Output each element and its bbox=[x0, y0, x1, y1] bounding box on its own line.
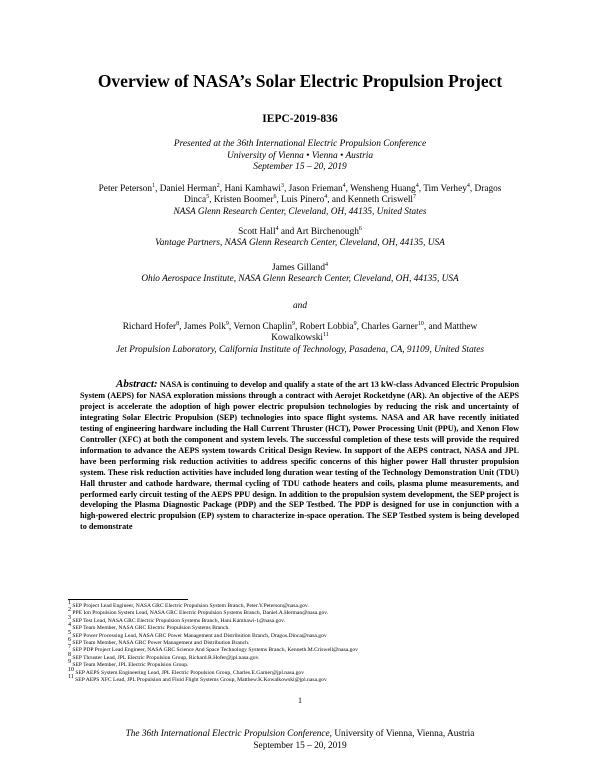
footer-conference-name: The 36th International Electric Propulsion Conference, bbox=[125, 729, 333, 739]
footnote-number: 7 bbox=[68, 644, 71, 651]
page-footer bbox=[40, 729, 560, 752]
author-name: , Vernon Chaplin bbox=[228, 322, 293, 332]
footnote-text: PPE Ion Propulsion System Lead, NASA GRC Electric Propulsion Systems Branch, Daniel.A.Herman@nasa.gov. bbox=[71, 610, 329, 617]
author-name: , and Kenneth Criswell bbox=[327, 195, 413, 206]
affiliation-mark: 4 bbox=[324, 194, 328, 201]
footnote-text: SEP PDP Project Lead Engineer, NASA GRC Science And Space Technology Systems Branch, Kenneth.M.Criswell@nasa.gov bbox=[71, 647, 358, 654]
abstract-text: NASA is continuing to develop and qualify a state of the art 13 kW-class Advanced Electric Propulsion System (AEPS) for NASA exploration missions through a contract with Aerojet Rocketdyne (AR). An objective of the AEPS project is accelerate the adoption of high power electric propulsion technologies by reducing the risk and uncertainty of integrating Solar Electric Propulsion (SEP) technologies into space flight systems. NASA and AR have recently initiated testing of engineering hardware including the Hall Current Thruster (HCT), Power Processing Unit (PPU), and Xenon Flow Controller (XFC) at both the component and system levels. The successful completion of these tests will provide the required information to advance the AEPS system towards Critical Design Review. In support of the AEPS contract, NASA and JPL have been performing risk reduction activities to address specific concerns of this higher power Hall thruster propulsion system. These risk reduction activities have included long duration wear testing of the Technology Demonstration Unit (TDU) Hall thruster and cathode hardware, thermal cycling of TDU cathode heaters and coils, plasma plume measurements, and performed early circuit testing of the AEPS PPU design. In addition to the propulsion system development, the SEP project is developing the Plasma Diagnostic Package (PDP) and the SEP Testbed. The PDP is designed for use in conjunction with a high-powered electric propulsion (EP) system to characterize in-space operation. The SEP Testbed system is being developed to demonstrate bbox=[80, 380, 519, 532]
author-name: Kowalkowski bbox=[271, 333, 323, 344]
footnote bbox=[68, 607, 538, 617]
author-group-oai bbox=[75, 263, 525, 286]
author-name: , Tim Verhey bbox=[418, 184, 467, 194]
affiliation-mark: 9 bbox=[225, 320, 229, 327]
author-name: , Daniel Herman bbox=[155, 184, 217, 194]
footnote-number: 6 bbox=[68, 637, 71, 644]
footnote-number: 10 bbox=[68, 666, 74, 673]
affiliation: Ohio Aerospace Institute, NASA Glenn Research Center, Cleveland, OH, 44135, USA bbox=[141, 274, 459, 285]
conference-venue: University of Vienna • Vienna • Austria bbox=[226, 150, 374, 161]
author-name: Scott Hall bbox=[238, 227, 276, 237]
author-line bbox=[60, 333, 540, 344]
footnote-number: 5 bbox=[68, 629, 71, 636]
footnote-text: SEP Thruster Lead, JPL Electric Propulsion Group, Richard.R.Hofer@jpl.nasa.gov. bbox=[71, 654, 260, 661]
footnote bbox=[68, 622, 538, 632]
affiliation-mark: 3 bbox=[281, 182, 284, 189]
author-name: , Luis Pinero bbox=[276, 195, 325, 206]
footer-dates: September 15 – 20, 2019 bbox=[253, 740, 347, 751]
author-name: , and Matthew bbox=[423, 322, 478, 332]
conference-info bbox=[60, 139, 540, 174]
author-name: Peter Peterson bbox=[98, 184, 153, 194]
affiliation-mark: 2 bbox=[216, 182, 220, 189]
page-number: 1 bbox=[298, 696, 302, 705]
author-name: and Art Birchenough bbox=[278, 227, 359, 237]
author-name: James Gilland bbox=[272, 263, 325, 273]
affiliation-mark: 11 bbox=[322, 332, 329, 339]
footnote-number: 8 bbox=[68, 651, 71, 658]
affiliation-mark: 7 bbox=[413, 194, 416, 201]
affiliation: Vantage Partners, NASA Glenn Research Center, Cleveland, OH, 44135, USA bbox=[155, 238, 445, 249]
affiliation-mark: 4 bbox=[324, 261, 328, 268]
footnote-text: SEP AEPS XFC Lead, JPL Propulsion and Fluid Flight Systems Group, Matthew.K.Kowalkowski@jpl.nasa.gov bbox=[73, 677, 327, 684]
author-name: , Hani Kamhawi bbox=[219, 184, 281, 194]
affiliation-mark: 1 bbox=[152, 182, 156, 189]
footnote bbox=[68, 666, 538, 677]
author-name: , Charles Garner bbox=[356, 322, 418, 332]
footer-conference bbox=[40, 729, 560, 741]
author-group-nasa-grc bbox=[75, 184, 525, 218]
footnote-number: 9 bbox=[68, 659, 71, 666]
footnote-text: SEP Project Lead Engineer, NASA GRC Electric Propulsion System Branch, Peter.Y.Peterson@nasa.gov. bbox=[71, 603, 309, 609]
author-line bbox=[75, 195, 525, 206]
footer-venue: University of Vienna, Vienna, Austria bbox=[332, 729, 475, 739]
affiliation-mark: 5 bbox=[206, 194, 210, 201]
footnote-number: 3 bbox=[68, 614, 71, 621]
footnote-rule bbox=[68, 599, 188, 600]
author-name: , Wensheng Huang bbox=[345, 184, 416, 194]
author-name: , Kristen Boomer bbox=[209, 195, 274, 206]
author-name: , Dragos bbox=[469, 184, 502, 194]
footnote-text: SEP Test Lead, NASA GRC Electric Propulsion Systems Branch, Hani.Kamhawi-1@nasa.gov. bbox=[71, 617, 285, 624]
author-group-vantage bbox=[75, 227, 525, 250]
footnote bbox=[68, 674, 538, 684]
footnote bbox=[68, 659, 538, 669]
author-name: Richard Hofer bbox=[122, 322, 177, 332]
author-group-jpl bbox=[60, 322, 540, 356]
affiliation-mark: 4 bbox=[342, 182, 346, 189]
abstract bbox=[80, 379, 519, 533]
affiliation: Jet Propulsion Laboratory, California Institute of Technology, Pasadena, CA, 91109, United States bbox=[116, 344, 484, 355]
affiliation-mark: 6 bbox=[273, 194, 277, 201]
footnote-number: 1 bbox=[68, 600, 71, 607]
footnote-number: 4 bbox=[68, 622, 71, 629]
and-separator: and bbox=[293, 301, 307, 311]
affiliation-mark: 8 bbox=[176, 320, 180, 327]
author-name: , Jason Frieman bbox=[284, 184, 343, 194]
conference-dates: September 15 – 20, 2019 bbox=[253, 162, 347, 173]
affiliation-mark: 9 bbox=[353, 320, 357, 327]
paper-id: IEPC-2019-836 bbox=[262, 113, 338, 125]
author-line bbox=[75, 263, 525, 274]
footnote-text: SEP AEPS System Engineering Lead, JPL Electric Propulsion Group, Charles.E.Garner@jpl.nasa.gov bbox=[74, 669, 305, 676]
footnote-number: 11 bbox=[68, 674, 74, 681]
affiliation-mark: 10 bbox=[417, 320, 424, 327]
author-line bbox=[75, 184, 525, 195]
footnote-number: 2 bbox=[68, 607, 71, 614]
footnote-text: SEP Power Processing Lead, NASA GRC Power Management and Distribution Branch, Dragos.Dinca@nasa.gov bbox=[71, 632, 327, 639]
author-name: , Robert Lobbia bbox=[295, 322, 354, 332]
author-line bbox=[75, 227, 525, 238]
footnote bbox=[68, 644, 538, 654]
footnote bbox=[68, 629, 538, 640]
footnote-text: SEP Team Member, NASA GRC Power Management and Distribution Branch. bbox=[71, 640, 250, 647]
affiliation-mark: 4 bbox=[415, 182, 419, 189]
affiliation-mark: 6 bbox=[358, 225, 362, 232]
paper-title: Overview of NASA’s Solar Electric Propulsion Project bbox=[97, 71, 503, 91]
affiliation: NASA Glenn Research Center, Cleveland, OH, 44135, United States bbox=[173, 206, 427, 217]
author-name: Dinca bbox=[183, 195, 207, 206]
abstract-label: Abstract: bbox=[116, 378, 158, 390]
affiliation-mark: 4 bbox=[466, 182, 470, 189]
conference-line: Presented at the 36th International Electric Propulsion Conference bbox=[173, 139, 427, 149]
affiliation-mark: 9 bbox=[292, 320, 296, 327]
author-name: , James Polk bbox=[179, 322, 226, 332]
author-line bbox=[60, 322, 540, 333]
affiliation-mark: 4 bbox=[275, 225, 279, 232]
footnote-text: SEP Team Member, JPL Electric Propulsion Group. bbox=[71, 662, 189, 669]
footnote-text: SEP Team Member, NASA GRC Electric Propulsion Systems Branch. bbox=[71, 625, 230, 632]
footnotes bbox=[68, 600, 538, 684]
